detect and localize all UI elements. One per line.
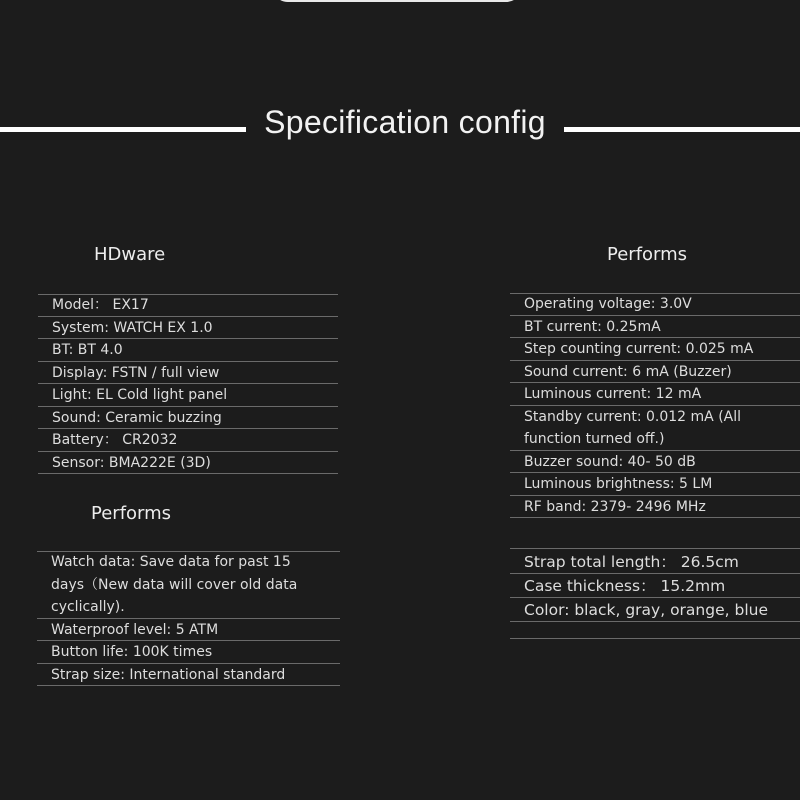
spec-system: System: WATCH EX 1.0 [52, 317, 338, 340]
spec-strap-size: Strap size: International standard [51, 664, 340, 687]
spec-strap-length: Strap total length： 26.5cm [524, 550, 800, 574]
top-frame-decoration [272, 0, 522, 2]
spec-standby-current: Standby current: 0.012 mA (All [524, 408, 742, 425]
performs-right-section-title: Performs [607, 244, 688, 265]
page-title: Specification config [264, 104, 546, 140]
performs-right-spec-list [524, 293, 800, 518]
performs-left-section-title: Performs [91, 503, 172, 524]
spec-display: Display: FSTN / full view [52, 362, 338, 385]
spec-sound: Sound: Ceramic buzzing [52, 407, 338, 430]
spec-light: Light: EL Cold light panel [52, 384, 338, 407]
spec-waterproof: Waterproof level: 5 ATM [51, 619, 340, 642]
spec-watch-data-cont: days（New data will cover old data [51, 576, 298, 593]
spec-standby-current-cont: function turned off.) [524, 428, 800, 451]
performs-left-spec-list [51, 551, 340, 686]
spec-buzzer-sound: Buzzer sound: 40- 50 dB [524, 451, 800, 474]
title-rule-right [564, 127, 800, 132]
spec-watch-data-end: cyclically). [51, 596, 340, 619]
spec-luminous-current: Luminous current: 12 mA [524, 383, 800, 406]
hardware-spec-list [52, 294, 338, 474]
spec-button-life: Button life: 100K times [51, 641, 340, 664]
spec-color: Color: black, gray, orange, blue [524, 598, 800, 622]
spec-step-current: Step counting current: 0.025 mA [524, 338, 800, 361]
hardware-section-title: HDware [94, 244, 166, 265]
spec-model: Model： EX17 [52, 294, 338, 317]
extra-top-divider [510, 548, 800, 549]
spec-bt: BT: BT 4.0 [52, 339, 338, 362]
spec-watch-data: Watch data: Save data for past 15 [51, 554, 291, 570]
extra-bottom-divider [510, 638, 800, 639]
spec-case-thickness: Case thickness： 15.2mm [524, 574, 800, 598]
title-rule-left [0, 127, 246, 132]
extra-spec-list [524, 550, 800, 622]
spec-luminous-brightness: Luminous brightness: 5 LM [524, 473, 800, 496]
spec-sensor: Sensor: BMA222E (3D) [52, 452, 338, 475]
spec-rf-band: RF band: 2379- 2496 MHz [524, 496, 800, 519]
spec-operating-voltage: Operating voltage: 3.0V [524, 293, 800, 316]
spec-bt-current: BT current: 0.25mA [524, 316, 800, 339]
spec-battery: Battery： CR2032 [52, 429, 338, 452]
spec-sound-current: Sound current: 6 mA (Buzzer) [524, 361, 800, 384]
